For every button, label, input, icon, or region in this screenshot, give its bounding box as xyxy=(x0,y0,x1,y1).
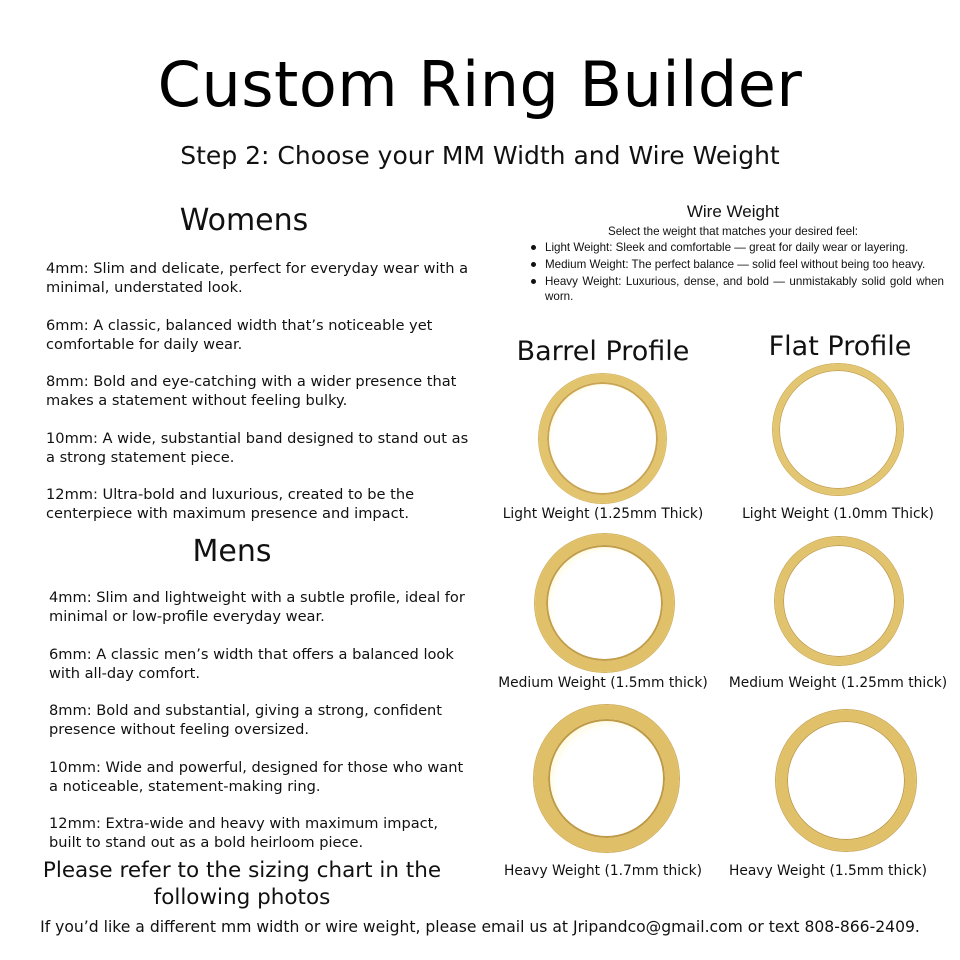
wire-weight-light: Light Weight: Sleek and comfortable — great for daily wear or layering. xyxy=(545,240,944,255)
flat-light-ring-image xyxy=(773,364,903,495)
womens-width-10mm: 10mm: A wide, substantial band designed to stand out as a strong statement piece. xyxy=(46,429,469,466)
mens-width-4mm: 4mm: Slim and lightweight with a subtle profile, ideal for minimal or low-profile everyday wear. xyxy=(49,589,465,625)
mens-width-6mm: 6mm: A classic men’s width that offers a balanced look with all-day comfort. xyxy=(49,645,454,682)
womens-heading: Womens xyxy=(179,203,309,238)
mens-heading: Mens xyxy=(192,534,272,569)
wire-weight-list xyxy=(522,240,944,304)
wire-weight-heavy: Heavy Weight: Luxurious, dense, and bold — unmistakably solid gold when worn. xyxy=(545,275,944,303)
womens-width-8mm: 8mm: Bold and eye-catching with a wider presence that makes a statement without feeling bulky. xyxy=(46,373,457,409)
womens-width-list xyxy=(46,259,476,542)
barrel-medium-ring-image xyxy=(535,534,674,672)
mens-width-10mm: 10mm: Wide and powerful, designed for those who want a noticeable, statement-making ring. xyxy=(49,758,464,795)
contact-note: If you’d like a different mm width or wire weight, please email us at Jripandco@gmail.com or text 808-866-2409. xyxy=(40,918,920,936)
page-title: Custom Ring Builder xyxy=(157,48,803,121)
mens-width-list xyxy=(49,588,469,871)
womens-width-4mm: 4mm: Slim and delicate, perfect for everyday wear with a minimal, understated look. xyxy=(46,260,469,296)
womens-width-12mm: 12mm: Ultra-bold and luxurious, created to be the centerpiece with maximum presence and impact. xyxy=(46,486,415,522)
barrel-heavy-ring-image xyxy=(534,705,679,852)
barrel-profile-heading: Barrel Profile xyxy=(516,336,690,367)
wire-weight-title: Wire Weight xyxy=(686,202,780,221)
womens-width-6mm: 6mm: A classic, balanced width that’s noticeable yet comfortable for daily wear. xyxy=(46,316,433,353)
wire-weight-panel xyxy=(522,202,944,306)
page-subtitle: Step 2: Choose your MM Width and Wire Weight xyxy=(180,141,780,170)
flat-medium-ring-image xyxy=(775,537,903,665)
barrel-medium-label: Medium Weight (1.5mm thick) xyxy=(498,675,708,691)
wire-weight-intro: Select the weight that matches your desired feel: xyxy=(607,225,859,238)
mens-width-12mm: 12mm: Extra-wide and heavy with maximum impact, built to stand out as a bold heirloom piece. xyxy=(49,815,439,851)
flat-light-label: Light Weight (1.0mm Thick) xyxy=(742,506,934,522)
wire-weight-medium: Medium Weight: The perfect balance — solid feel without being too heavy. xyxy=(545,257,944,272)
flat-heavy-ring-image xyxy=(776,710,916,851)
flat-profile-heading: Flat Profile xyxy=(768,331,912,362)
barrel-light-label: Light Weight (1.25mm Thick) xyxy=(502,506,704,522)
barrel-heavy-label: Heavy Weight (1.7mm thick) xyxy=(503,863,703,879)
barrel-light-ring-image xyxy=(539,374,666,503)
sizing-chart-note: Please refer to the sizing chart in the following photos xyxy=(42,858,442,910)
flat-medium-label: Medium Weight (1.25mm thick) xyxy=(728,675,948,691)
flat-heavy-label: Heavy Weight (1.5mm thick) xyxy=(728,863,928,879)
mens-width-8mm: 8mm: Bold and substantial, giving a strong, confident presence without feeling oversized. xyxy=(49,702,443,738)
